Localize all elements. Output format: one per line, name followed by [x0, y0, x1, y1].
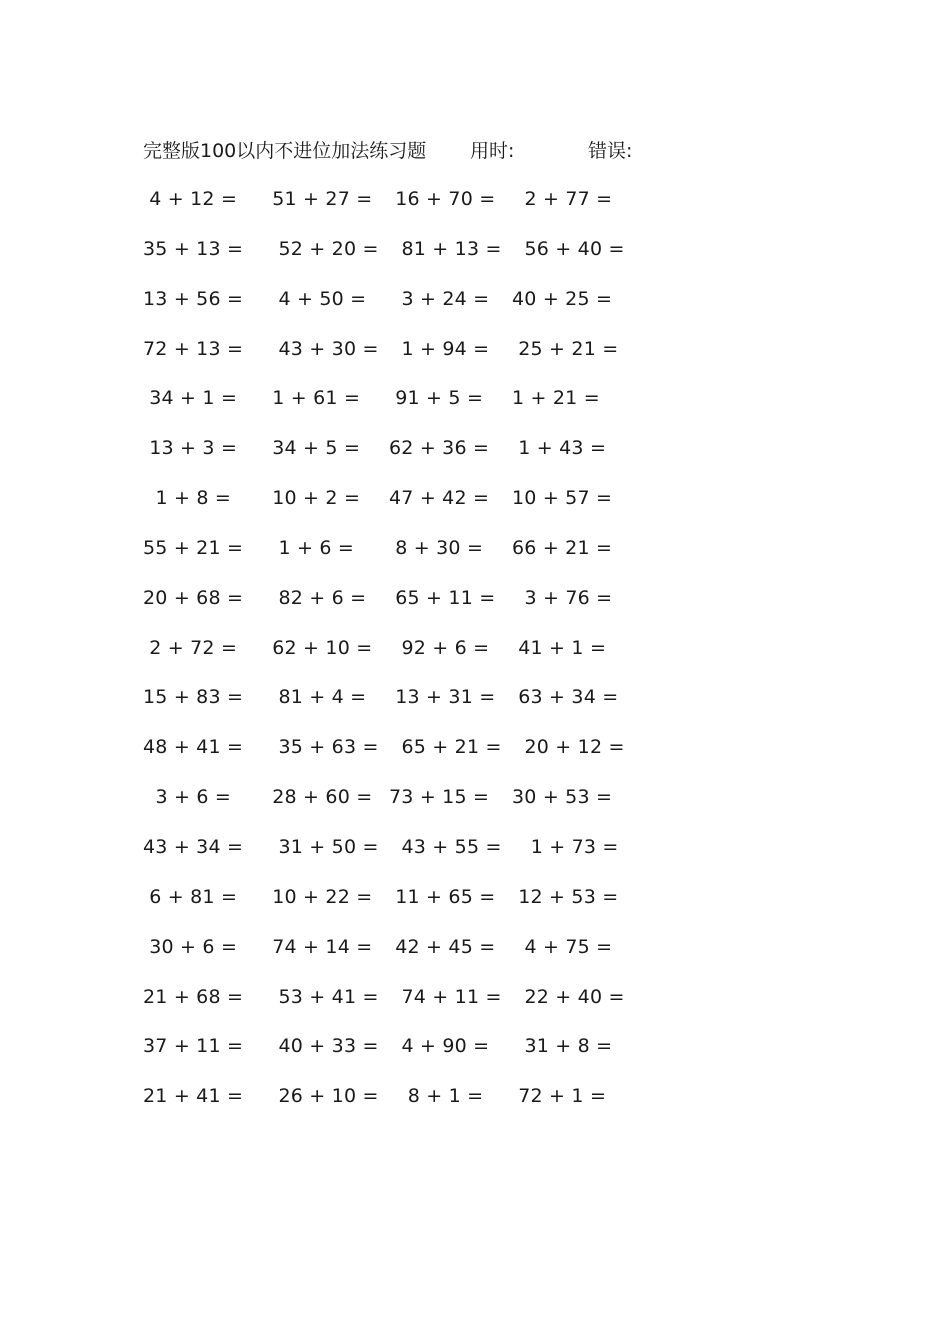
addition-problem: 31 + 50 =: [266, 835, 379, 858]
addition-problem: 1 + 73 =: [512, 835, 619, 858]
addition-problem: 31 + 8 =: [512, 1035, 613, 1058]
error-label: 错误:: [588, 140, 633, 162]
addition-problem: 40 + 33 =: [266, 1035, 379, 1058]
addition-problem: 28 + 60 =: [266, 786, 373, 809]
worksheet-title: 完整版100以内不进位加法练习题: [143, 140, 427, 162]
addition-problem: 66 + 21 =: [512, 536, 613, 559]
addition-problem: 4 + 50 =: [266, 287, 367, 310]
addition-problem: 1 + 21 =: [512, 387, 600, 410]
addition-problem: 91 + 5 =: [389, 387, 484, 410]
addition-problem: 81 + 4 =: [266, 686, 367, 709]
addition-problem: 55 + 21 =: [143, 536, 244, 559]
addition-problem: 40 + 25 =: [512, 287, 613, 310]
addition-problem: 63 + 34 =: [512, 686, 619, 709]
time-label: 用时:: [470, 140, 515, 162]
problem-grid: [0, 184, 950, 1131]
problem-row: [0, 184, 950, 234]
addition-problem: 26 + 10 =: [266, 1085, 379, 1108]
addition-problem: 10 + 2 =: [266, 487, 361, 510]
addition-problem: 8 + 1 =: [389, 1085, 484, 1108]
addition-problem: 74 + 11 =: [389, 985, 502, 1008]
addition-problem: 4 + 90 =: [389, 1035, 490, 1058]
addition-problem: 30 + 6 =: [143, 935, 238, 958]
addition-problem: 1 + 8 =: [143, 487, 232, 510]
addition-problem: 10 + 57 =: [512, 487, 613, 510]
problem-row: [0, 832, 950, 882]
addition-problem: 43 + 30 =: [266, 337, 379, 360]
problem-row: [0, 1081, 950, 1131]
addition-problem: 82 + 6 =: [266, 586, 367, 609]
addition-problem: 11 + 65 =: [389, 885, 496, 908]
problem-row: [0, 483, 950, 533]
addition-problem: 20 + 68 =: [143, 586, 244, 609]
addition-problem: 1 + 94 =: [389, 337, 490, 360]
addition-problem: 4 + 75 =: [512, 935, 613, 958]
addition-problem: 35 + 63 =: [266, 736, 379, 759]
problem-row: [0, 383, 950, 433]
problem-row: [0, 882, 950, 932]
addition-problem: 3 + 24 =: [389, 287, 490, 310]
addition-problem: 73 + 15 =: [389, 786, 490, 809]
addition-problem: 74 + 14 =: [266, 935, 373, 958]
problem-row: [0, 732, 950, 782]
addition-problem: 42 + 45 =: [389, 935, 496, 958]
problem-row: [0, 583, 950, 633]
addition-problem: 1 + 43 =: [512, 437, 607, 460]
addition-problem: 20 + 12 =: [512, 736, 625, 759]
problem-row: [0, 782, 950, 832]
addition-problem: 3 + 6 =: [143, 786, 232, 809]
addition-problem: 22 + 40 =: [512, 985, 625, 1008]
addition-problem: 92 + 6 =: [389, 636, 490, 659]
addition-problem: 43 + 34 =: [143, 835, 244, 858]
addition-problem: 3 + 76 =: [512, 586, 613, 609]
addition-problem: 30 + 53 =: [512, 786, 613, 809]
addition-problem: 34 + 1 =: [143, 387, 238, 410]
addition-problem: 6 + 81 =: [143, 885, 238, 908]
addition-problem: 62 + 10 =: [266, 636, 373, 659]
addition-problem: 52 + 20 =: [266, 237, 379, 260]
addition-problem: 47 + 42 =: [389, 487, 490, 510]
addition-problem: 81 + 13 =: [389, 237, 502, 260]
addition-problem: 13 + 56 =: [143, 287, 244, 310]
addition-problem: 12 + 53 =: [512, 885, 619, 908]
addition-problem: 35 + 13 =: [143, 237, 244, 260]
problem-row: [0, 682, 950, 732]
addition-problem: 8 + 30 =: [389, 536, 484, 559]
addition-problem: 72 + 1 =: [512, 1085, 607, 1108]
problem-row: [0, 334, 950, 384]
problem-row: [0, 533, 950, 583]
addition-problem: 10 + 22 =: [266, 885, 373, 908]
addition-problem: 13 + 3 =: [143, 437, 238, 460]
problem-row: [0, 932, 950, 982]
addition-problem: 51 + 27 =: [266, 188, 373, 210]
addition-problem: 56 + 40 =: [512, 237, 625, 260]
addition-problem: 34 + 5 =: [266, 437, 361, 460]
addition-problem: 72 + 13 =: [143, 337, 244, 360]
addition-problem: 25 + 21 =: [512, 337, 619, 360]
problem-row: [0, 982, 950, 1032]
addition-problem: 65 + 21 =: [389, 736, 502, 759]
addition-problem: 1 + 61 =: [266, 387, 361, 410]
addition-problem: 65 + 11 =: [389, 586, 496, 609]
addition-problem: 21 + 41 =: [143, 1085, 244, 1108]
addition-problem: 1 + 6 =: [266, 536, 355, 559]
addition-problem: 16 + 70 =: [389, 188, 496, 210]
addition-problem: 53 + 41 =: [266, 985, 379, 1008]
addition-problem: 21 + 68 =: [143, 985, 244, 1008]
addition-problem: 37 + 11 =: [143, 1035, 244, 1058]
problem-row: [0, 284, 950, 334]
addition-problem: 62 + 36 =: [389, 437, 490, 460]
problem-row: [0, 633, 950, 683]
problem-row: [0, 234, 950, 284]
addition-problem: 4 + 12 =: [143, 188, 238, 210]
problem-row: [0, 1031, 950, 1081]
addition-problem: 2 + 72 =: [143, 636, 238, 659]
addition-problem: 48 + 41 =: [143, 736, 244, 759]
addition-problem: 15 + 83 =: [143, 686, 244, 709]
problem-row: [0, 433, 950, 483]
addition-problem: 43 + 55 =: [389, 835, 502, 858]
addition-problem: 2 + 77 =: [512, 188, 613, 210]
addition-problem: 41 + 1 =: [512, 636, 607, 659]
addition-problem: 13 + 31 =: [389, 686, 496, 709]
